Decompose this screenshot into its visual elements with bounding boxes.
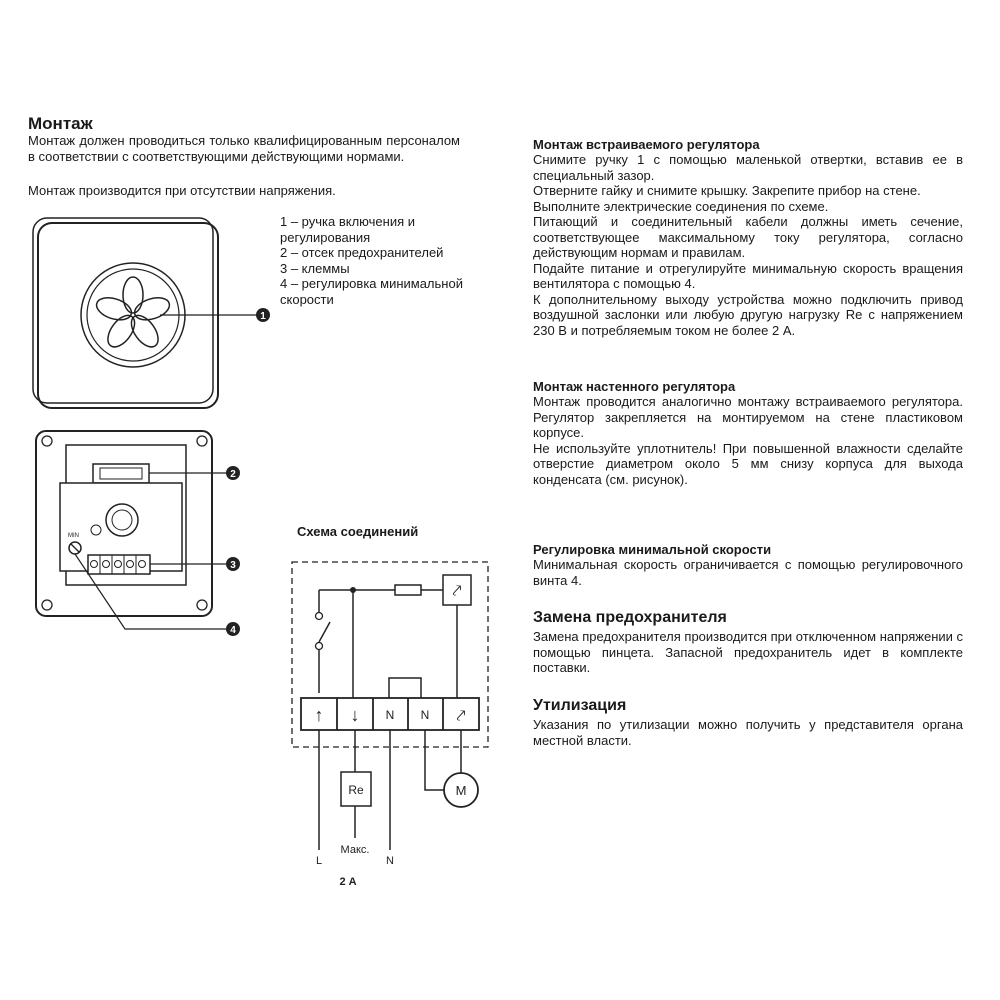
disposal-title: Утилизация <box>533 697 627 714</box>
terminal-motor-icon: ⤤ <box>456 708 466 725</box>
wall-section <box>533 379 963 487</box>
motor-label: M <box>455 783 467 798</box>
terminal-N2-label: N <box>420 708 430 722</box>
builtin-section <box>533 137 963 338</box>
fuse-holder <box>93 464 149 483</box>
wire-max-label: Макс. <box>340 844 370 856</box>
fuse <box>100 468 142 479</box>
screw-hole-bl <box>42 600 52 610</box>
builtin-p4: Питающий и соединительный кабели должны иметь сечение, соответствующее максимальному току регулятора, согласно действующим нормам и правилам. <box>533 214 963 260</box>
wire-motor-N <box>425 730 444 790</box>
neutral-bridge <box>389 678 421 698</box>
minspeed-title: Регулировка минимальной скорости <box>533 542 772 557</box>
montage-note: Монтаж производится при отсутствии напряжения. <box>28 183 336 198</box>
wall-p2: Не используйте уплотнитель! При повышенной влажности сделайте отверстие диаметром около 5 мм снизу корпуса для выхода конденсата (см. рисунок). <box>533 440 963 487</box>
terminal-Re-icon: ↓ <box>350 705 360 725</box>
wire-max-current-label: 2 А <box>339 876 357 888</box>
switch-contact-bottom <box>316 643 323 650</box>
legend-item-3: 3 – клеммы <box>280 260 350 276</box>
wall-title: Монтаж настенного регулятора <box>533 379 736 394</box>
montage-intro: Монтаж должен проводиться только квалифицированным персоналом в соответствии с соответствующими действующими нормами. <box>28 133 460 164</box>
builtin-p5: Подайте питание и отрегулируйте минимальную скорость вращения вентилятора с помощью 4. <box>533 260 963 291</box>
screw-hole-br <box>197 600 207 610</box>
disposal-p: Указания по утилизации можно получить у представителя органа местной власти. <box>533 717 963 748</box>
load-Re-label: Re <box>348 783 364 797</box>
fuse-title: Замена предохранителя <box>533 609 727 626</box>
front-plate-inner <box>33 218 213 403</box>
wire-L-label: L <box>315 855 323 867</box>
builtin-p2: Отверните гайку и снимите крышку. Закрепите прибор на стене. <box>533 183 921 198</box>
legend-item-4: 4 – регулировка минимальной скорости <box>280 276 463 307</box>
fuse-p: Замена предохранителя производится при отключенном напряжении с помощью пинцета. Запасной предохранитель идет в комплекте поставки. <box>533 629 964 675</box>
builtin-p3: Выполните электрические соединения по схеме. <box>533 198 829 214</box>
legend <box>280 214 480 307</box>
callout-1-label: 1 <box>260 311 266 322</box>
terminal-L-icon: ↑ <box>314 705 324 725</box>
builtin-p1: Снимите ручку 1 с помощью маленькой отвертки, вставив ее в специальный зазор. <box>533 152 963 183</box>
fuse-symbol <box>395 585 421 595</box>
disposal-section <box>533 697 963 748</box>
callout-4-label: 4 <box>230 625 236 636</box>
min-label: MIN <box>68 533 79 539</box>
wire-N-label: N <box>386 855 394 867</box>
callout-2-label: 2 <box>230 469 236 480</box>
screw-hole-tl <box>42 436 52 446</box>
legend-item-1: 1 – ручка включения и регулирования <box>280 214 416 245</box>
minspeed-section <box>533 542 963 588</box>
speed-controller-icon: ⤤ <box>452 583 462 600</box>
callout-3-label: 3 <box>230 560 236 571</box>
wall-p1: Монтаж проводится аналогично монтажу встраиваемого регулятора. Регулятор закрепляется на монтируемом на стене пластиковом корпусе. <box>533 394 963 440</box>
builtin-title: Монтаж встраиваемого регулятора <box>533 137 760 152</box>
switch-lever <box>319 622 330 642</box>
legend-item-2: 2 – отсек предохранителей <box>280 245 444 260</box>
fan-petal-icon <box>94 277 172 352</box>
switch-contact-top <box>316 613 323 620</box>
front-view-drawing <box>30 215 280 415</box>
back-view-drawing <box>30 425 260 640</box>
terminal-N1-label: N <box>385 708 395 722</box>
terminal-block <box>88 555 150 574</box>
screw-hole-tr <box>197 436 207 446</box>
minspeed-p: Минимальная скорость ограничивается с помощью регулировочного винта 4. <box>533 557 963 588</box>
wiring-diagram <box>285 550 500 890</box>
schema-title: Схема соединений <box>297 524 419 539</box>
montage-title: Монтаж <box>28 114 93 133</box>
builtin-p6: К дополнительному выходу устройства можно подключить привод воздушной заслонки или любую другую нагрузку Re с напряжением 230 В и потребляемым током не более 2 А. <box>533 291 963 338</box>
fuse-section <box>533 609 963 676</box>
